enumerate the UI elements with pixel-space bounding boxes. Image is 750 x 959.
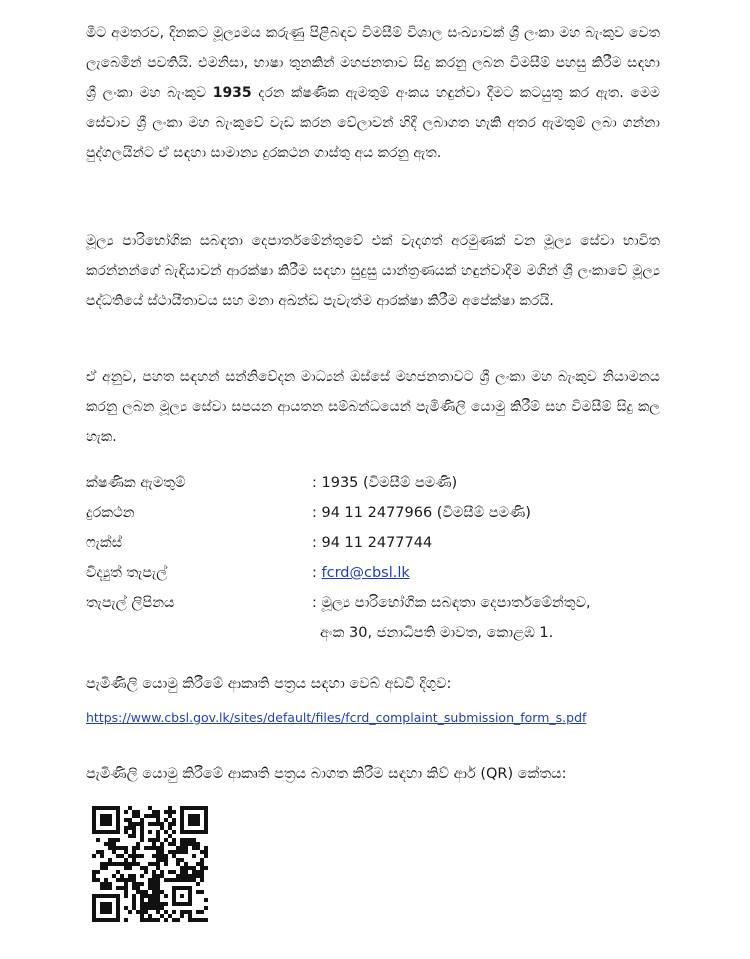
hotline-number-bold: 1935 xyxy=(212,85,252,101)
paragraph-department-objective: මූල්‍ය පාරිභෝගික සබඳතා දෙපාර්තමේන්තුවේ එක් වැදගත් අරමුණක් වන මූල්‍ය සේවා භාවිත කරන්නන්ගේ බැඳියාවන් ආරක්ෂා කිරීම සඳහා සුදුසු යාන්ත්‍රණයක් හඳුන්වාදීම මගින් ශ්‍රී ලංකාවේ මූල්‍ය පද්ධතියේ ස්ථායීතාවය සහ මනා අඛන්ඩ පැවැත්ම ආරක්ෂා කිරීම අපේක්ෂා කරයි. xyxy=(86,233,660,309)
contact-row-postal-address xyxy=(86,588,686,618)
address-line-2: අංක 30, ජනාධිපති මාවත, කොළඹ 1. xyxy=(320,625,554,641)
colon-prefix: : xyxy=(312,565,322,581)
email-link[interactable]: fcrd@cbsl.lk xyxy=(321,565,410,581)
contact-value xyxy=(312,558,410,588)
contact-row-fax xyxy=(86,528,686,558)
form-url-label: පැමිණිලි යොමු කිරීමේ ආකෘති පත්‍රය සඳහා වෙබ් අඩවි දිගුව: xyxy=(86,676,452,692)
contact-value: : 94 11 2477744 xyxy=(312,535,433,551)
paragraph-text: මීට අමතරව, දිනකට මූල්‍යමය කරුණු පිළිබඳව විමසීම් විශාල සංඛ්‍යාවක් ශ්‍රී ලංකා මහ බැංකුව වෙත ලැබෙමින් පවතියි. එමනිසා, භාෂා තුනකින් මහජනතාව සිදු කරනු ලබන විමසීම් පහසු කිරීම සඳහා ශ්‍රී ලංකා මහ බැංකුව xyxy=(86,25,660,101)
form-url-line xyxy=(86,710,586,725)
contact-label: දුරකථන xyxy=(86,505,135,521)
paragraph-hotline-intro xyxy=(86,18,660,168)
contact-row-hotline xyxy=(86,468,686,498)
contact-row-telephone xyxy=(86,498,686,528)
qr-code-image xyxy=(92,806,208,922)
contact-label: තැපැල් ලිපිනය xyxy=(86,595,175,611)
contact-value: : මූල්‍ය පාරිභෝගික සබඳතා දෙපාර්තමේන්තුව, xyxy=(312,595,591,611)
paragraph-text: දරන ක්ෂණික ඇමතුම් අංකය හඳුන්වා දීමට කටයුතු කර ඇත. මෙම සේවාව ශ්‍රී ලංකා මහ බැංකුවේ වැඩ කරන වේලාවන් හිදී ලබාගත හැකි අතර ඇමතුම් ලබා ගන්නා පුද්ගලයින්ට ඒ සඳහා සාමාන්‍ය දුරකථන ගාස්තු අය කරනු ඇත. xyxy=(86,85,660,161)
complaint-form-link[interactable]: https://www.cbsl.gov.lk/sites/default/files/fcrd_complaint_submission_form_s.pdf xyxy=(86,710,587,725)
contact-row-email xyxy=(86,558,686,588)
paragraph-communication-channels: ඒ අනුව, පහත සඳහන් සන්නිවේදන මාධ්‍යන් ඔස්සේ මහජනතාවට ශ්‍රී ලංකා මහ බැංකුව නියාමනය කරනු ලබන මූල්‍ය සේවා සපයන ආයතන සම්බන්ධයෙන් පැමිණිලි යොමු කිරීම් සහ විමසීම් සිදු කල හැක. xyxy=(86,369,660,445)
contact-label: ෆැක්ස් xyxy=(86,535,123,551)
contact-value: : 94 11 2477966 (විමසීම් පමණි) xyxy=(312,505,531,521)
contact-value: : 1935 (විමසීම් පමණි) xyxy=(312,475,458,491)
qr-code-label: පැමිණිලි යොමු කිරීමේ ආකෘති පත්‍රය බාගත කිරීම සඳහා කිව් ආර් (QR) කේතය: xyxy=(86,766,567,782)
contact-list xyxy=(86,468,686,641)
contact-label: ක්ෂණික ඇමතුම් xyxy=(86,475,186,491)
contact-label: විද්‍යුත් තැපැල් xyxy=(86,565,168,581)
